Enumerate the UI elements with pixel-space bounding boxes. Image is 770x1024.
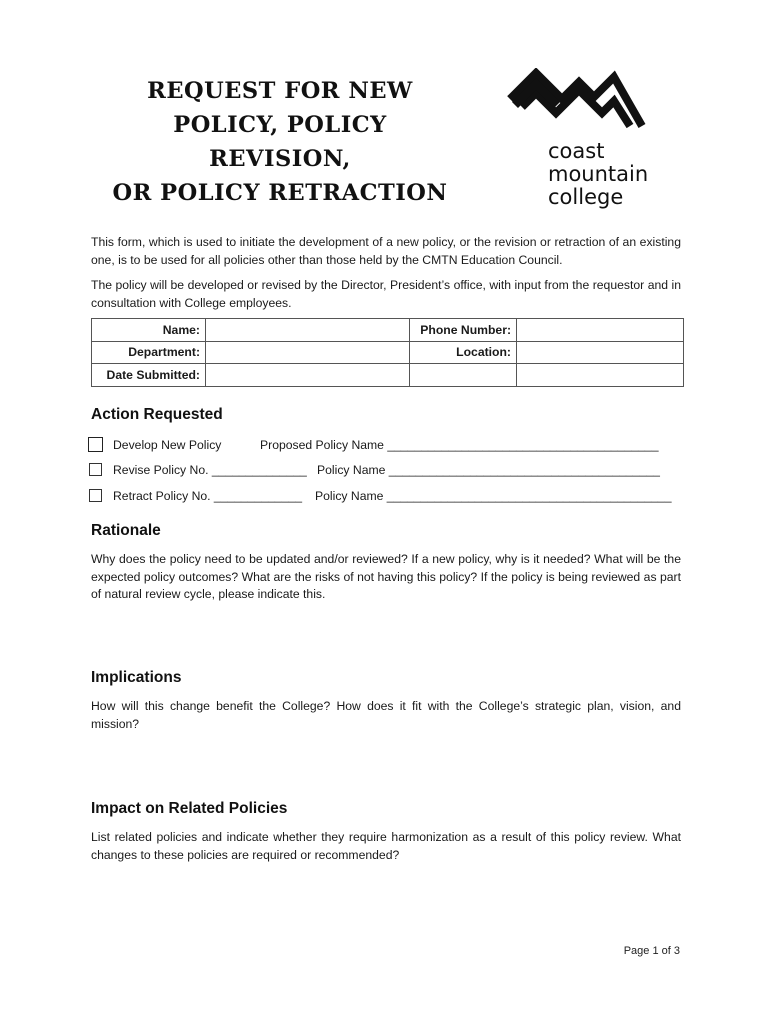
logo-word-1: coast [548,139,605,163]
rationale-heading: Rationale [91,522,161,539]
location-label: Location: [410,341,517,364]
intro-paragraph-2: The policy will be developed or revised by the Director, President’s office, with input from the requestor and in consultation with College employees. [91,278,681,310]
implications-text: How will this change benefit the College? How does it fit with the College’s strategic plan, vision, and mission? [91,699,681,731]
logo-word-3: college [548,185,624,209]
revise-label[interactable]: Revise Policy No. ______________ [113,463,307,477]
table-row [92,364,684,387]
requestor-info-table [91,318,684,387]
develop-option [88,436,688,454]
retract-policy-name-field[interactable]: Policy Name __________________________________________ [315,489,672,503]
proposed-policy-name-field[interactable]: Proposed Policy Name ________________________________________ [260,438,659,452]
title-line-4: OR POLICY RETRACTION [112,180,448,206]
phone-field[interactable] [517,319,684,342]
department-label: Department: [92,341,206,364]
name-label: Name: [92,319,206,342]
date-submitted-field[interactable] [206,364,410,387]
table-row [92,319,684,342]
retract-label[interactable]: Retract Policy No. _____________ [113,489,303,503]
location-field[interactable] [517,341,684,364]
name-field[interactable] [206,319,410,342]
title-line-2: POLICY, POLICY [173,112,387,138]
action-requested-heading: Action Requested [91,406,223,423]
empty-label-cell [410,364,517,387]
title-line-3: REVISION, [209,146,351,172]
logo-wordmark [548,140,648,209]
department-field[interactable] [206,341,410,364]
retract-checkbox[interactable] [89,489,102,502]
phone-label: Phone Number: [410,319,517,342]
revise-policy-name-field[interactable]: Policy Name ________________________________________ [317,463,660,477]
impact-heading: Impact on Related Policies [91,800,288,817]
implications-heading: Implications [91,669,182,686]
intro-paragraph-1: This form, which is used to initiate the development of a new policy, or the revision or retraction of an existing one, is to be used for all policies other than those held by the CMTN Education Council. [91,235,681,267]
logo-word-2: mountain [548,162,649,186]
form-title [100,74,460,210]
date-submitted-label: Date Submitted: [92,364,206,387]
title-line-1: REQUEST FOR NEW [147,78,413,104]
retract-option [88,487,688,505]
revise-option [88,461,688,479]
table-row [92,341,684,364]
page-number: Page 1 of 3 [623,945,680,957]
empty-field-cell [517,364,684,387]
rationale-text: Why does the policy need to be updated and/or reviewed? If a new policy, why is it needed? What will be the expected policy outcomes? What are the risks of not having this policy? If the policy is being reviewed as part of natural review cycle, please indicate this. [91,552,681,601]
impact-text: List related policies and indicate whether they require harmonization as a result of this policy review. What changes to these policies are required or recommended? [91,830,681,862]
develop-label: Develop New Policy [113,438,222,452]
revise-checkbox[interactable] [89,463,102,476]
develop-checkbox[interactable] [88,437,103,452]
